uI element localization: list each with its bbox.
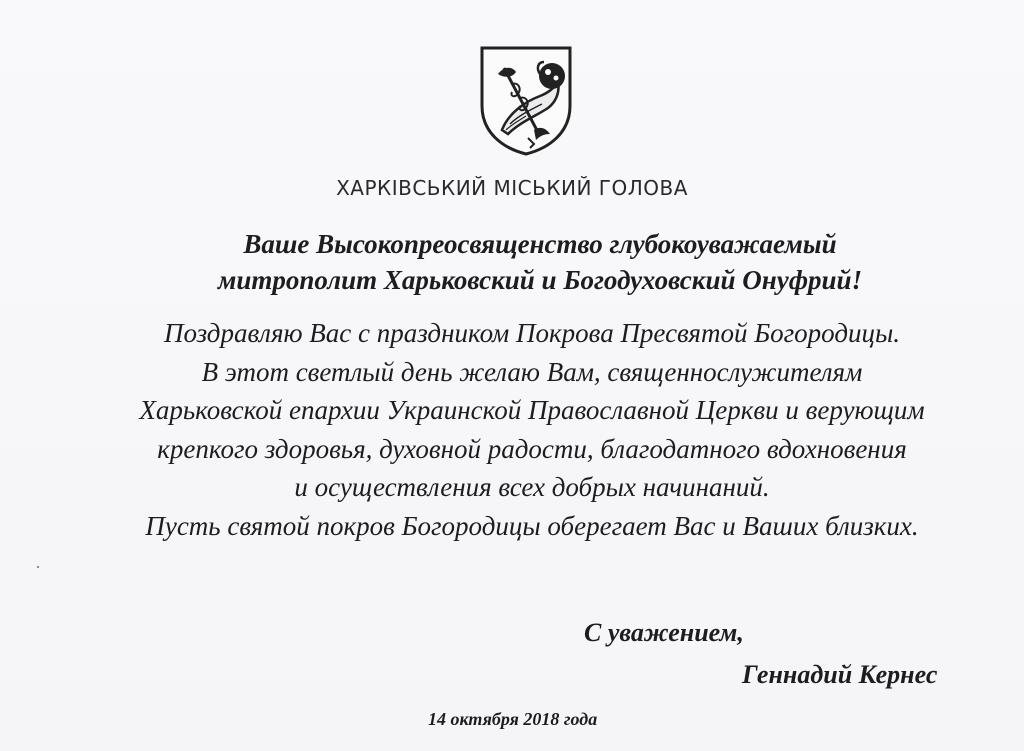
closing-regards: С уважением, bbox=[584, 618, 744, 647]
message-line: и осуществления всех добрых начинаний. bbox=[294, 472, 770, 502]
salutation-line: Ваше Высокопреосвященство глубокоуважаемый bbox=[243, 229, 837, 259]
message-line: Харьковской епархии Украинской Православной Церкви и верующим bbox=[139, 395, 925, 425]
salutation bbox=[0, 226, 1024, 298]
paper-speck bbox=[37, 566, 39, 568]
message-line: В этот светлый день желаю Вам, священнослужителям bbox=[201, 356, 863, 387]
letter-date: 14 октября 2018 года bbox=[428, 709, 598, 729]
message-body bbox=[0, 314, 1024, 545]
message-line: Пусть святой покров Богородицы оберегает Вас и Ваших близких. bbox=[145, 510, 919, 541]
message-line: крепкого здоровья, духовной радости, благодатного вдохновения bbox=[157, 433, 907, 464]
message-line: Поздравляю Вас с праздником Покрова Пресвятой Богородицы. bbox=[163, 318, 901, 348]
kharkiv-coat-of-arms-icon bbox=[478, 44, 574, 156]
office-title: ХАРКІВСЬКИЙ МІСЬКИЙ ГОЛОВА bbox=[336, 176, 688, 200]
signer-name: Геннадий Кернес bbox=[742, 660, 938, 689]
salutation-line: митрополит Харьковский и Богодуховский Онуфрий! bbox=[217, 265, 863, 295]
